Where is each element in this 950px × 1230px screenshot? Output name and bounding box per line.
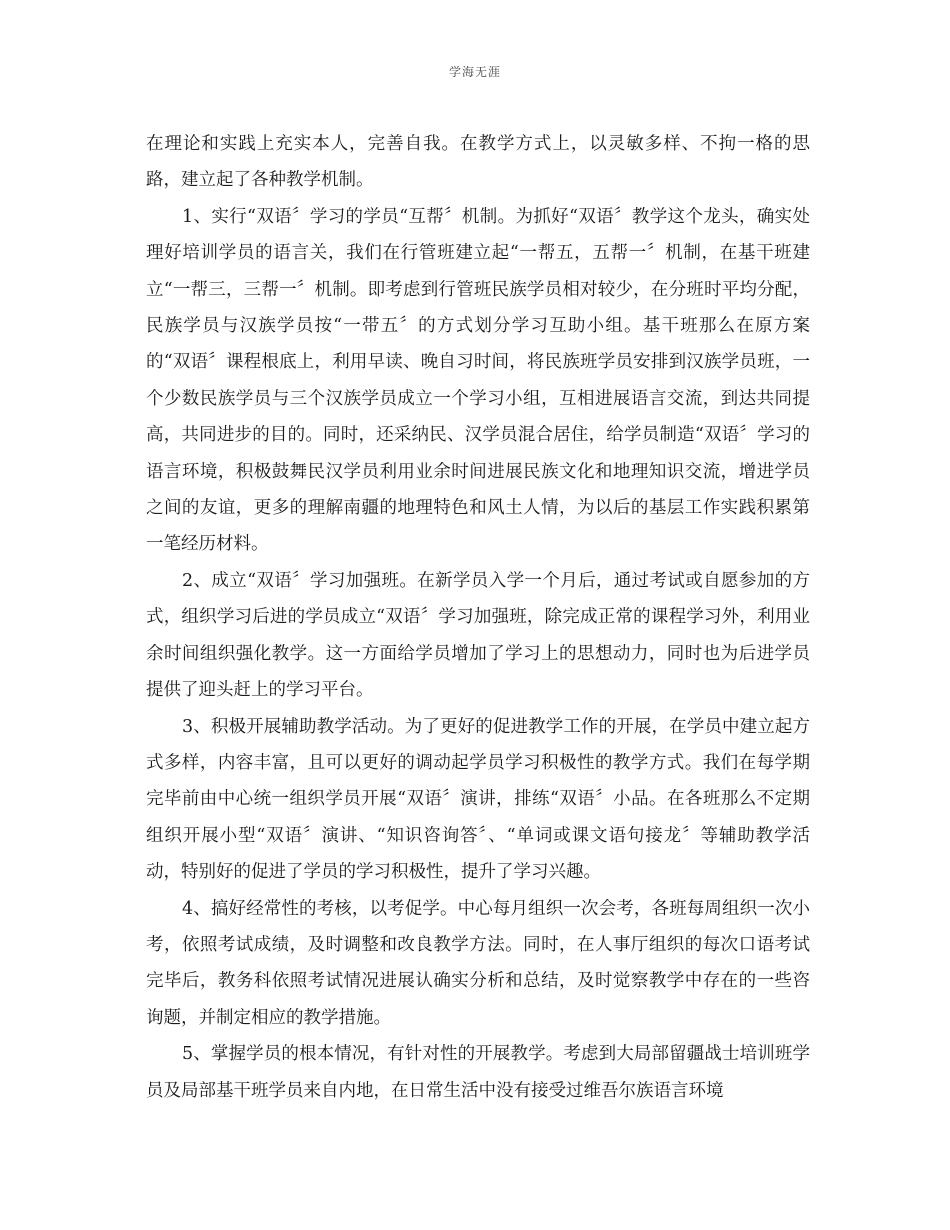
paragraph-item-2: 2、成立“双语〞学习加强班。在新学员入学一个月后，通过考试或自愿参加的方式，组织学习后进的学员成立“双语〞学习加强班，除完成正常的课程学习外，利用业余时间组织强化教学。这一方面给学员增加了学习上的思想动力，同时也为后进学员提供了迎头赶上的学习平台。 [146,570,810,701]
paragraph-item-3: 3、积极开展辅助教学活动。为了更好的促进教学工作的开展，在学员中建立起方式多样，内容丰富，且可以更好的调动起学员学习积极性的教学方式。我们在每学期完毕前由中心统一组织学员开展“双语〞演讲，排练“双语〞小品。在各班那么不定期组织开展小型“双语〞演讲、“知识咨询答〞、“单词或课文语句接龙〞等辅助教学活动，特别好的促进了学员的学习积极性，提升了学习兴趣。 [146,716,810,883]
paragraph-item-5: 5、掌握学员的根本情况，有针对性的开展教学。考虑到大局部留疆战士培训班学员及局部基干班学员来自内地，在日常生活中没有接受过维吾尔族语言环境 [146,1044,810,1101]
paragraph-item-1: 1、实行“双语〞学习的学员“互帮〞机制。为抓好“双语〞教学这个龙头，确实处理好培训学员的语言关，我们在行管班建立起“一帮五，五帮一〞机制，在基干班建立“一帮三，三帮一〞机制。即考虑到行管班民族学员相对较少，在分班时平均分配，民族学员与汉族学员按“一带五〞的方式划分学习互助小组。基干班那么在原方案的“双语〞课程根底上，利用早读、晚自习时间，将民族班学员安排到汉族学员班，一个少数民族学员与三个汉族学员成立一个学习小组，互相进展语言交流，到达共同提高，共同进步的目的。同时，还采纳民、汉学员混合居住，给学员制造“双语〞学习的语言环境，积极鼓舞民汉学员利用业余时间进展民族文化和地理知识交流，增进学员之间的友谊，更多的理解南疆的地理特色和风土人情，为以后的基层工作实践积累第一笔经历材料。 [146,206,810,555]
document-body [146,126,810,1109]
paragraph-intro: 在理论和实践上充实本人，完善自我。在教学方式上，以灵敏多样、不拘一格的思路，建立起了各种教学机制。 [146,134,810,191]
page-header: 学海无涯 [448,65,501,79]
paragraph-item-4: 4、搞好经常性的考核，以考促学。中心每月组织一次会考，各班每周组织一次小考，依照考试成绩，及时调整和改良教学方法。同时，在人事厅组织的每次口语考试完毕后，教务科依照考试情况进展认确实分析和总结，及时觉察教学中存在的一些咨询题，并制定相应的教学措施。 [146,898,810,1028]
